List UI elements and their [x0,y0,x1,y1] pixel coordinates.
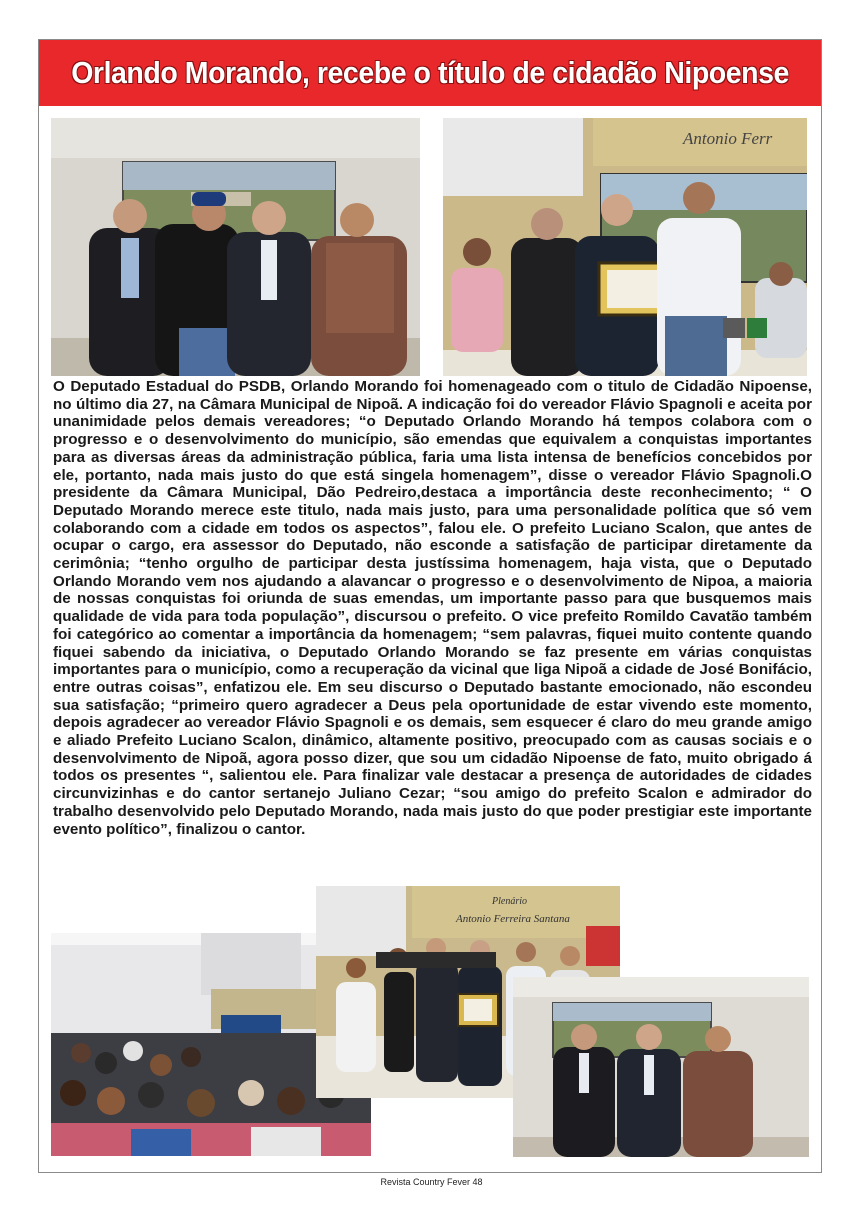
page-footer: Revista Country Fever 48 [380,1177,483,1187]
photo-group-four-men [51,118,420,376]
headline: Orlando Morando, recebe o título de cidadão Nipoense [71,55,789,90]
wall-sign-text-bottom-2: Antonio Ferreira Santana [456,913,570,925]
wall-sign-text-top: Antonio Ferr [683,129,773,148]
photo-plaque-presentation [443,118,807,376]
headline-banner [39,40,821,106]
wall-sign-text-bottom-1: Plenário [492,896,527,907]
photo-three-men [513,977,809,1157]
article-body: O Deputado Estadual do PSDB, Orlando Morando foi homenageado com o titulo de Cidadão Nipoense, no último dia 27, na Câmara Municipal de Nipoã. A indicação foi do vereador Flávio Spagnoli e aceita por unanimidade pelos demais vereadores; “o Deputado Orlando Morando há tempos colabora com o progresso e o desenvolvimento do município, são emendas que equivalem a conquistas importantes para as diversas áreas da administração pública, faria uma lista intensa de benefícios concebidos por ele, portanto, nada mais justo do que está singela homenagem”, disse o vereador Flávio Spagnoli.O presidente da Câmara Municipal, Dão Pedreiro,destaca a importância deste reconhecimento; “ O Deputado Morando merece este titulo, nada mais justo, para uma personalidade política que só vem colaborando com a cidade em todos os aspectos”, falou ele. O prefeito Luciano Scalon, que antes de ocupar o cargo, era assessor do Deputado, não esconde a satisfação de participar diretamente da cerimônia; “tenho orgulho de participar desta justíssima homenagem, haja vista, que o Deputado Orlando Morando vem nos ajudando a alavancar o progresso e o desenvolvimento de Nipoa, a maioria de nossas conquistas foi oriunda de suas emendas, um importante passo para que busquemos mais qualidade de vida para toda população”, discursou o prefeito. O vice prefeito Romildo Cavatão também foi categórico ao comentar a importância da homenagem; “sem palavras, fiquei muito contente quando fiquei sabendo da iniciativa, o Deputado Orlando Morando se faz presente em várias conquistas importantes para o município, como a recuperação da vicinal que liga Nipoã a cidade de José Bonifácio, entre outras coisas”, enfatizou ele. Em seu discurso o Deputado bastante emocionado, não escondeu sua satisfação; “primeiro quero agradecer a Deus pela oportunidade de estar vivendo este momento, depois agradecer ao vereador Flávio Spagnoli e os demais, sem esquecer é claro do meu grande amigo e aliado Prefeito Luciano Scalon, dinâmico, altamente positivo, preocupado com as causas sociais e o desenvolvimento de Nipoã, agora posso dizer, que sou um cidadão Nipoense de fato, muito obrigado á todos os presentes “, salientou ele. Para finalizar vale destacar a presença de autoridades de cidades circunvizinhas e do cantor sertanejo Juliano Cezar; “sou amigo do prefeito Scalon e admirador do trabalho desenvolvido pelo Deputado Morando, nada mais justo do que poder prestigiar este importante evento político”, finalizou o cantor. [53,378,812,838]
